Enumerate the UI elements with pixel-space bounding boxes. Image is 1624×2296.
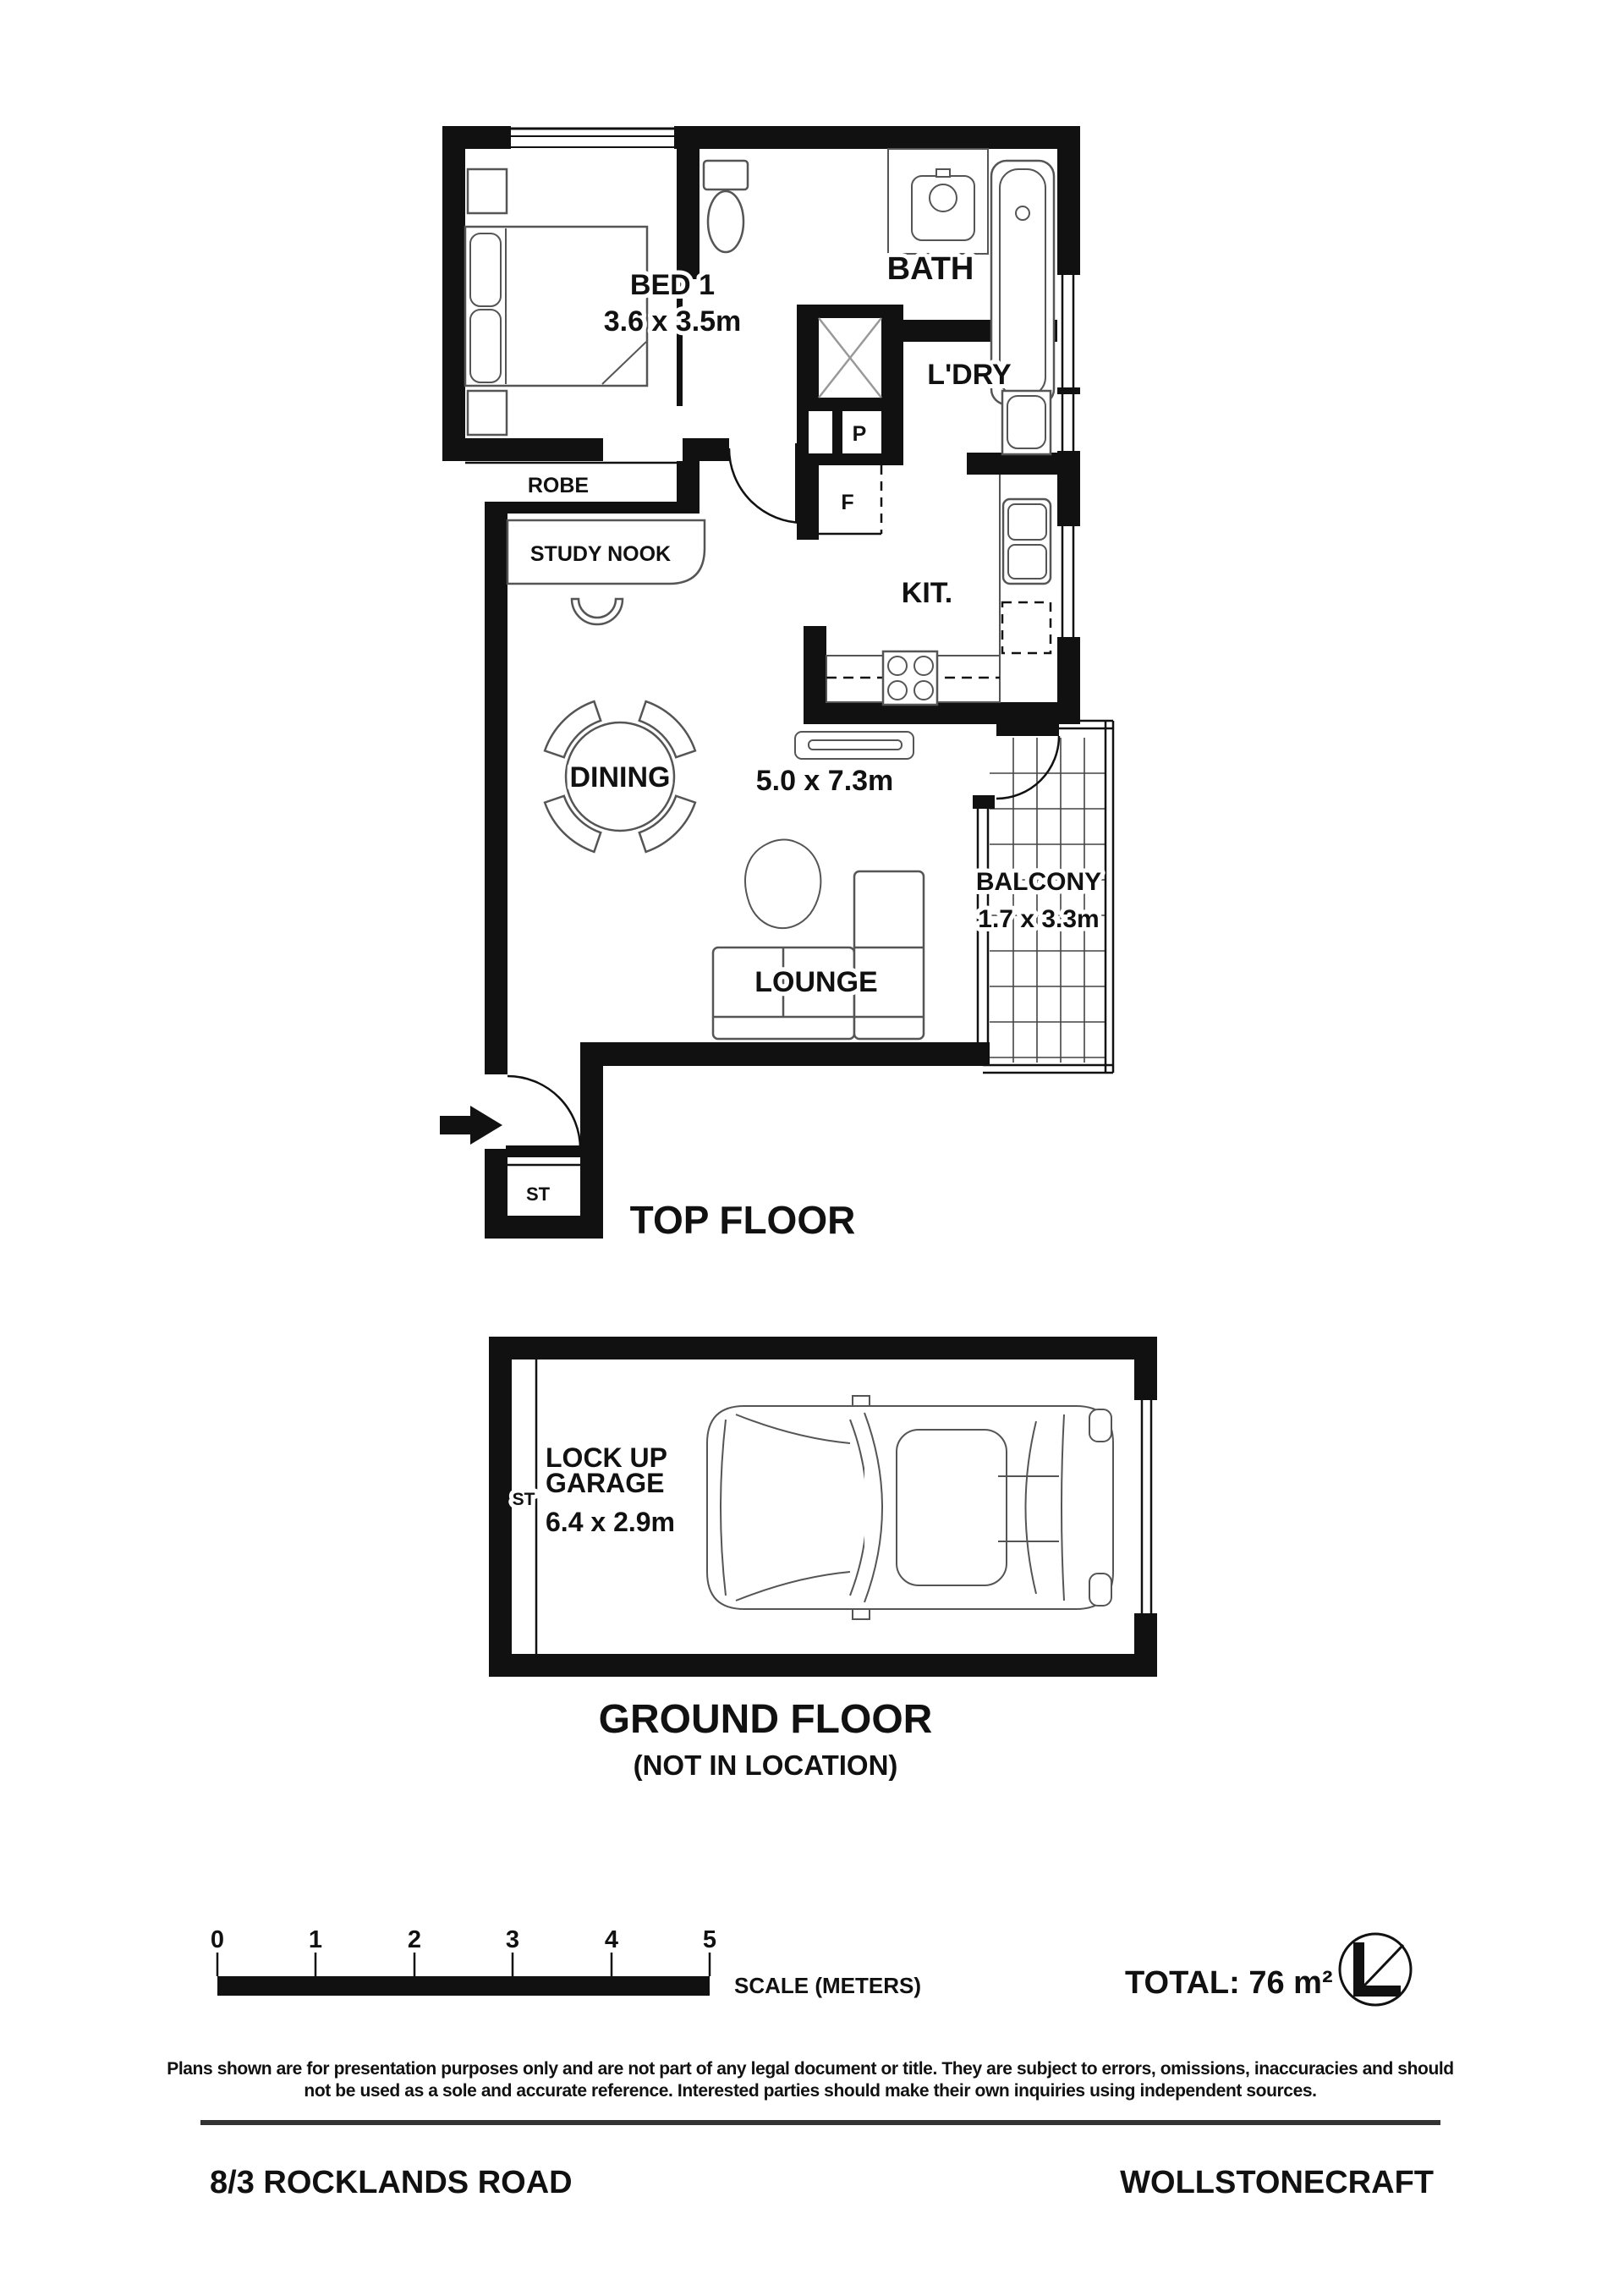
scale-tick-5: 5 — [702, 1926, 717, 1953]
label-garage-line2: GARAGE — [546, 1468, 665, 1498]
entry-arrow-icon — [440, 1106, 502, 1145]
label-storage-garage: ST — [512, 1490, 535, 1509]
laundry-trough-icon — [1002, 391, 1051, 454]
footer-address: 8/3 ROCKLANDS ROAD — [210, 2165, 573, 2200]
label-kitchen: KIT. — [901, 577, 953, 609]
balcony-door — [996, 724, 1059, 799]
garage-door — [1134, 1394, 1157, 1619]
label-storage-top: ST — [525, 1184, 551, 1205]
footer-suburb: WOLLSTONECRAFT — [1120, 2165, 1434, 2200]
label-garage-line1: LOCK UP — [546, 1442, 667, 1473]
footer — [200, 2120, 1440, 2200]
study-desk-icon — [508, 520, 705, 624]
entry-door-arc — [508, 1076, 580, 1149]
label-ldry: L'DRY — [927, 359, 1012, 391]
label-ground-floor-title: GROUND FLOOR — [598, 1697, 933, 1742]
scale-bar-rule — [217, 1976, 710, 1996]
total-area-label: TOTAL: 76 m² — [1125, 1965, 1333, 2001]
scale-bar-label: SCALE (METERS) — [734, 1973, 921, 1998]
entry-door-leaf — [506, 1145, 580, 1157]
label-study-nook: STUDY NOOK — [529, 542, 672, 566]
label-bed1-dims: 3.6 x 3.5m — [603, 305, 742, 338]
balcony-tile-grid — [990, 738, 1105, 1063]
scale-tick-1: 1 — [308, 1926, 323, 1953]
desk-chair-icon — [572, 599, 623, 624]
entry — [440, 1076, 580, 1165]
label-dining: DINING — [569, 761, 671, 794]
pantry-fridge-cluster — [797, 411, 903, 540]
scale-tick-0: 0 — [210, 1926, 225, 1953]
coffee-table-icon — [745, 840, 820, 929]
ground-floor-plan — [489, 1337, 1157, 1781]
label-balcony: BALCONY — [975, 868, 1102, 896]
label-living-dims: 5.0 x 7.3m — [755, 765, 894, 797]
disclaimer-line2: not be used as a sole and accurate reference. Interested parties should make their own inquiries using independent sources. — [304, 2081, 1317, 2101]
scale-tick-4: 4 — [604, 1926, 619, 1953]
scale-bar — [211, 1926, 1333, 2001]
toilet-icon — [704, 161, 748, 252]
top-floor-plan — [440, 126, 1113, 1242]
label-not-in-location: (NOT IN LOCATION) — [633, 1749, 898, 1781]
label-top-floor-title: TOP FLOOR — [629, 1198, 856, 1242]
north-compass-icon — [1340, 1934, 1411, 2005]
label-lounge: LOUNGE — [754, 966, 878, 998]
window-top-wall — [511, 126, 674, 149]
bench-living-side — [795, 732, 914, 759]
disclaimer — [167, 2059, 1454, 2101]
footer-divider — [200, 2120, 1440, 2125]
shower-icon — [797, 305, 903, 411]
vanity-basin-icon — [888, 149, 988, 254]
label-pantry: P — [852, 422, 867, 446]
label-robe: ROBE — [527, 474, 590, 497]
scale-tick-3: 3 — [505, 1926, 520, 1953]
label-bath: BATH — [886, 251, 974, 287]
scale-tick-2: 2 — [407, 1926, 422, 1953]
bedroom-door — [729, 443, 806, 523]
stove-icon — [883, 651, 937, 705]
label-garage-dims: 6.4 x 2.9m — [546, 1507, 675, 1537]
label-bed1: BED 1 — [629, 269, 716, 301]
label-fridge: F — [841, 491, 854, 514]
car-icon — [707, 1396, 1113, 1619]
kitchen-sink-icon — [1003, 499, 1051, 584]
label-balcony-dims: 1.7 x 3.3m — [978, 905, 1100, 933]
balcony — [973, 721, 1113, 1073]
disclaimer-line1: Plans shown are for presentation purposes only and are not part of any legal document or title. They are subject to errors, omissions, inaccuracies and should — [167, 2059, 1454, 2079]
dishwasher-icon — [1002, 602, 1051, 653]
